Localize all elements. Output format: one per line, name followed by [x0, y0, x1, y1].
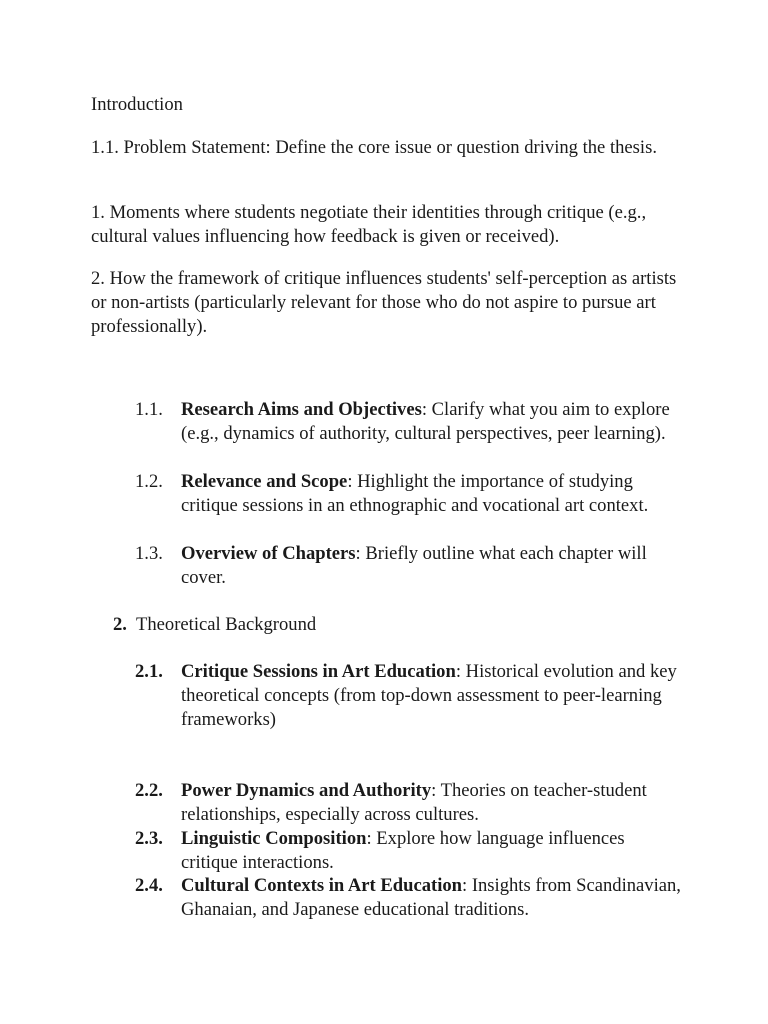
item-description: : Clarify what you aim to explore (e.g., dynamics of authority, cultural perspectives, peer learning).	[181, 399, 670, 444]
item-title: Critique Sessions in Art Education	[181, 661, 456, 682]
item-number: 2.3.	[135, 828, 163, 849]
item-description: : Explore how language influences critique interactions.	[181, 828, 625, 873]
item-title: Linguistic Composition	[181, 828, 367, 849]
item-description: : Historical evolution and key theoretical concepts (from top-down assessment to peer-learning frameworks)	[181, 661, 677, 730]
item-number: 2.4.	[135, 875, 163, 896]
item-title: Research Aims and Objectives	[181, 399, 422, 420]
item-text	[181, 660, 681, 732]
item-text	[181, 827, 681, 875]
item-description: : Insights from Scandinavian, Ghanaian, and Japanese educational traditions.	[181, 875, 681, 920]
item-number: 2.1.	[135, 661, 163, 682]
list-item-point-2: 2. How the framework of critique influences students' self-perception as artists or non-artists (particularly relevant for those who do not aspire to pursue art professionally).	[91, 268, 677, 337]
item-description: : Highlight the importance of studying critique sessions in an ethnographic and vocational art context.	[181, 471, 649, 516]
item-number: 2.2.	[135, 780, 163, 801]
problem-statement: 1.1. Problem Statement: Define the core issue or question driving the thesis.	[91, 137, 657, 158]
item-text	[181, 874, 681, 922]
item-title: Overview of Chapters	[181, 543, 356, 564]
item-description: : Briefly outline what each chapter will cover.	[181, 543, 647, 588]
item-title: Cultural Contexts in Art Education	[181, 875, 462, 896]
item-text	[181, 542, 681, 590]
item-description: : Theories on teacher-student relationships, especially across cultures.	[181, 780, 647, 825]
item-text	[181, 779, 681, 827]
item-number: 1.1.	[135, 399, 163, 420]
item-title: Power Dynamics and Authority	[181, 780, 432, 801]
section-title: Theoretical Background	[136, 614, 317, 635]
item-number: 1.2.	[135, 471, 163, 492]
intro-heading: Introduction	[91, 94, 183, 115]
list-item-point-1: 1. Moments where students negotiate their identities through critique (e.g., cultural values influencing how feedback is given or received).	[91, 202, 647, 247]
item-number: 1.3.	[135, 543, 163, 564]
item-text	[181, 398, 681, 446]
section-number: 2.	[113, 614, 127, 635]
item-text	[181, 470, 681, 518]
item-title: Relevance and Scope	[181, 471, 348, 492]
